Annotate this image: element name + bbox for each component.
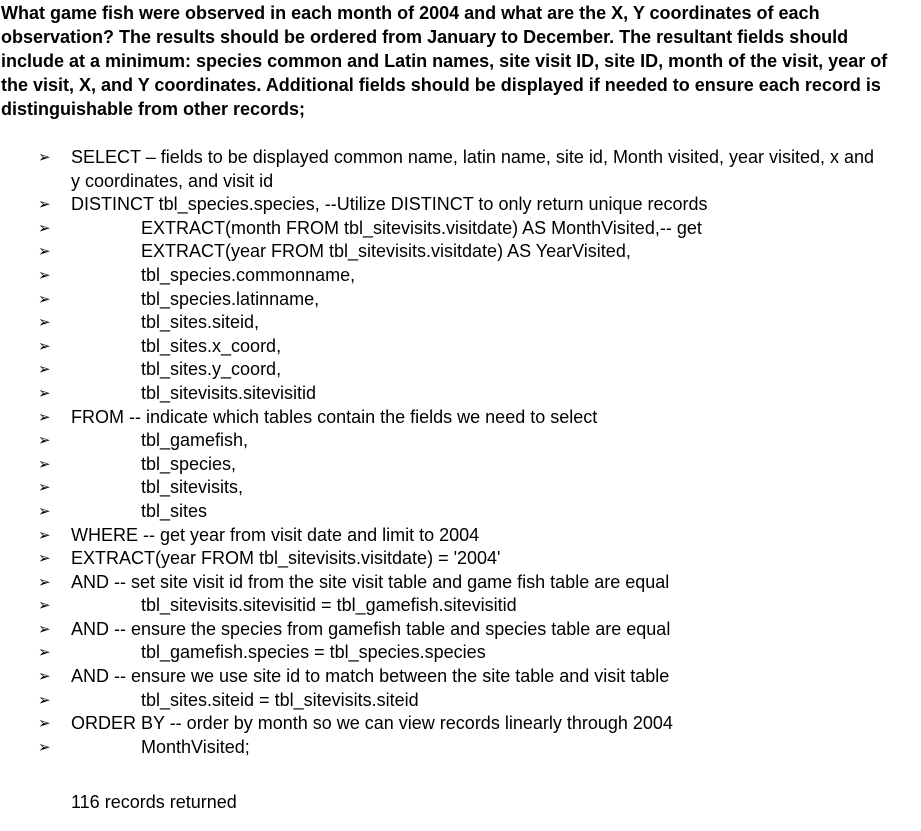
sql-line-and [0, 571, 921, 595]
sql-line-field [0, 335, 921, 359]
arrow-bullet-icon: ➢ [38, 149, 51, 166]
sql-line-text: MonthVisited; [141, 736, 250, 757]
sql-bullet-list [0, 146, 921, 759]
sql-line-field [0, 311, 921, 335]
sql-line-text: AND -- set site visit id from the site visit table and game fish table are equal [71, 571, 670, 592]
sql-line-field [0, 217, 921, 241]
sql-line-text: tbl_gamefish, [141, 430, 249, 451]
sql-line-text: ORDER BY -- order by month so we can view records linearly through 2004 [71, 713, 673, 734]
sql-line-text: tbl_species.commonname, [141, 264, 356, 285]
sql-line-text: tbl_gamefish.species = tbl_species.species [141, 642, 486, 663]
arrow-bullet-icon: ➢ [38, 526, 51, 544]
sql-line-condition [0, 641, 921, 665]
arrow-bullet-icon: ➢ [38, 573, 51, 591]
sql-line-text: tbl_sites [141, 500, 208, 521]
sql-line-table [0, 453, 921, 477]
question-heading: What game fish were observed in each month of 2004 and what are the X, Y coordinates of each observation? The results should be ordered from January to December. The resultant fields should include at a minimum: species common and Latin names, site visit ID, site ID, month of the visit, year of the visit, X, and Y coordinates. Additional fields should be displayed if needed to ensure each record is distinguishable from other records; [1, 3, 888, 119]
sql-line-table [0, 429, 921, 453]
sql-line-where [0, 524, 921, 548]
sql-line-text: EXTRACT(year FROM tbl_sitevisits.visitdate) = '2004' [71, 548, 501, 569]
arrow-bullet-icon: ➢ [38, 644, 51, 662]
arrow-bullet-icon: ➢ [38, 290, 51, 308]
sql-line-select [0, 146, 921, 193]
arrow-bullet-icon: ➢ [38, 337, 51, 355]
arrow-bullet-icon: ➢ [38, 361, 51, 379]
sql-line-text: tbl_species, [141, 453, 237, 474]
sql-line-condition [0, 689, 921, 713]
arrow-bullet-icon: ➢ [38, 219, 51, 237]
sql-line-and [0, 618, 921, 642]
sql-line-condition [0, 594, 921, 618]
sql-line-text: SELECT – fields to be displayed common name, latin name, site id, Month visited, year visited, x and y coordinates, and visit id [71, 147, 875, 191]
sql-line-field [0, 240, 921, 264]
sql-line-text: EXTRACT(year FROM tbl_sitevisits.visitdate) AS YearVisited, [141, 241, 631, 262]
sql-line-text: tbl_species.latinname, [141, 288, 320, 309]
arrow-bullet-icon: ➢ [38, 455, 51, 473]
sql-line-table [0, 500, 921, 524]
sql-line-text: tbl_sitevisits.sitevisitid [141, 382, 317, 403]
sql-line-field [0, 358, 921, 382]
arrow-bullet-icon: ➢ [38, 266, 51, 284]
sql-line-text: tbl_sitevisits.sitevisitid = tbl_gamefish.sitevisitid [141, 595, 517, 616]
sql-line-field [0, 264, 921, 288]
sql-line-text: tbl_sites.siteid = tbl_sitevisits.siteid [141, 689, 419, 710]
arrow-bullet-icon: ➢ [38, 384, 51, 402]
arrow-bullet-icon: ➢ [38, 550, 51, 568]
sql-line-text: EXTRACT(month FROM tbl_sitevisits.visitdate) AS MonthVisited,-- get [141, 217, 702, 238]
arrow-bullet-icon: ➢ [38, 620, 51, 638]
sql-line-text: AND -- ensure the species from gamefish table and species table are equal [71, 618, 671, 639]
sql-line-text: DISTINCT tbl_species.species, --Utilize DISTINCT to only return unique records [71, 194, 708, 215]
sql-line-text: tbl_sites.x_coord, [141, 335, 282, 356]
sql-line-order-by [0, 712, 921, 736]
sql-line-distinct [0, 193, 921, 217]
sql-line-and [0, 665, 921, 689]
arrow-bullet-icon: ➢ [38, 715, 51, 733]
arrow-bullet-icon: ➢ [38, 502, 51, 520]
sql-line-text: tbl_sites.y_coord, [141, 359, 282, 380]
arrow-bullet-icon: ➢ [38, 597, 51, 615]
arrow-bullet-icon: ➢ [38, 738, 51, 756]
arrow-bullet-icon: ➢ [38, 432, 51, 450]
arrow-bullet-icon: ➢ [38, 408, 51, 426]
sql-line-table [0, 476, 921, 500]
sql-line-order-field [0, 736, 921, 760]
sql-line-condition [0, 547, 921, 571]
sql-line-text: FROM -- indicate which tables contain the fields we need to select [71, 406, 598, 427]
sql-line-text: tbl_sitevisits, [141, 477, 244, 498]
sql-line-field [0, 382, 921, 406]
arrow-bullet-icon: ➢ [38, 691, 51, 709]
sql-line-from [0, 406, 921, 430]
arrow-bullet-icon: ➢ [38, 668, 51, 686]
arrow-bullet-icon: ➢ [38, 479, 51, 497]
arrow-bullet-icon: ➢ [38, 243, 51, 261]
records-returned-text: 116 records returned [71, 792, 237, 812]
sql-line-text: WHERE -- get year from visit date and limit to 2004 [71, 524, 480, 545]
sql-line-text: tbl_sites.siteid, [141, 312, 260, 333]
arrow-bullet-icon: ➢ [38, 196, 51, 214]
sql-line-field [0, 288, 921, 312]
sql-line-text: AND -- ensure we use site id to match between the site table and visit table [71, 666, 670, 687]
arrow-bullet-icon: ➢ [38, 314, 51, 332]
